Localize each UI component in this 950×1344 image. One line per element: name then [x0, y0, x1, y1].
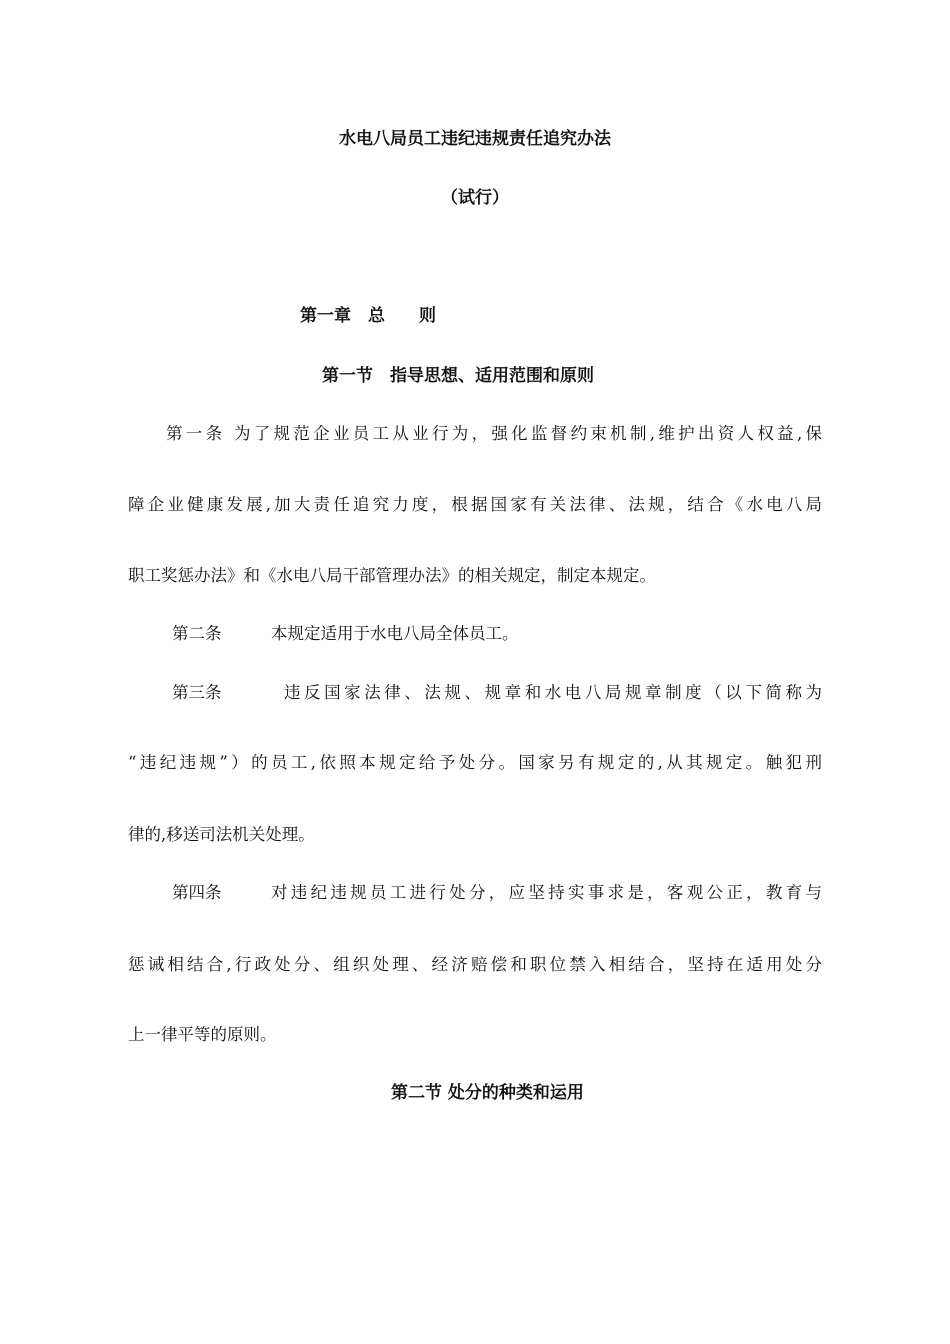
article-4-number: 第四条 — [172, 883, 222, 902]
article-2-number: 第二条 — [172, 624, 222, 643]
chapter-heading: 第一章 总 则 — [300, 306, 436, 326]
article-2-text: 本规定适用于水电八局全体员工。 — [271, 624, 519, 643]
article-3-line-2: “违纪违规”）的员工,依照本规定给予处分。国家另有规定的,从其规定。触犯刑 — [128, 753, 822, 772]
article-4-line-3: 上一律平等的原则。 — [128, 1025, 277, 1044]
article-4-line-1: 对违纪违规员工进行处分，应坚持实事求是，客观公正，教育与 — [271, 883, 822, 902]
article-3-line-3: 律的,移送司法机关处理。 — [128, 825, 315, 844]
document-subtitle: （试行） — [441, 188, 509, 208]
section-heading-2: 第二节 处分的种类和运用 — [391, 1083, 584, 1103]
article-1-line-2: 障企业健康发展,加大责任追究力度，根据国家有关法律、法规，结合《水电八局 — [128, 495, 822, 514]
article-3-line-1: 违反国家法律、法规、规章和水电八局规章制度（以下简称为 — [284, 683, 822, 702]
article-1-line-1: 第一条 为了规范企业员工从业行为，强化监督约束机制,维护出资人权益,保 — [166, 424, 822, 443]
article-3-number: 第三条 — [172, 683, 222, 702]
article-1-line-3: 职工奖惩办法》和《水电八局干部管理办法》的相关规定，制定本规定。 — [128, 566, 656, 585]
document-title: 水电八局员工违纪违规责任追究办法 — [339, 129, 611, 149]
article-4-line-2: 惩诫相结合,行政处分、组织处理、经济赔偿和职位禁入相结合，坚持在适用处分 — [128, 955, 822, 974]
section-heading-1: 第一节 指导思想、适用范围和原则 — [322, 366, 594, 386]
